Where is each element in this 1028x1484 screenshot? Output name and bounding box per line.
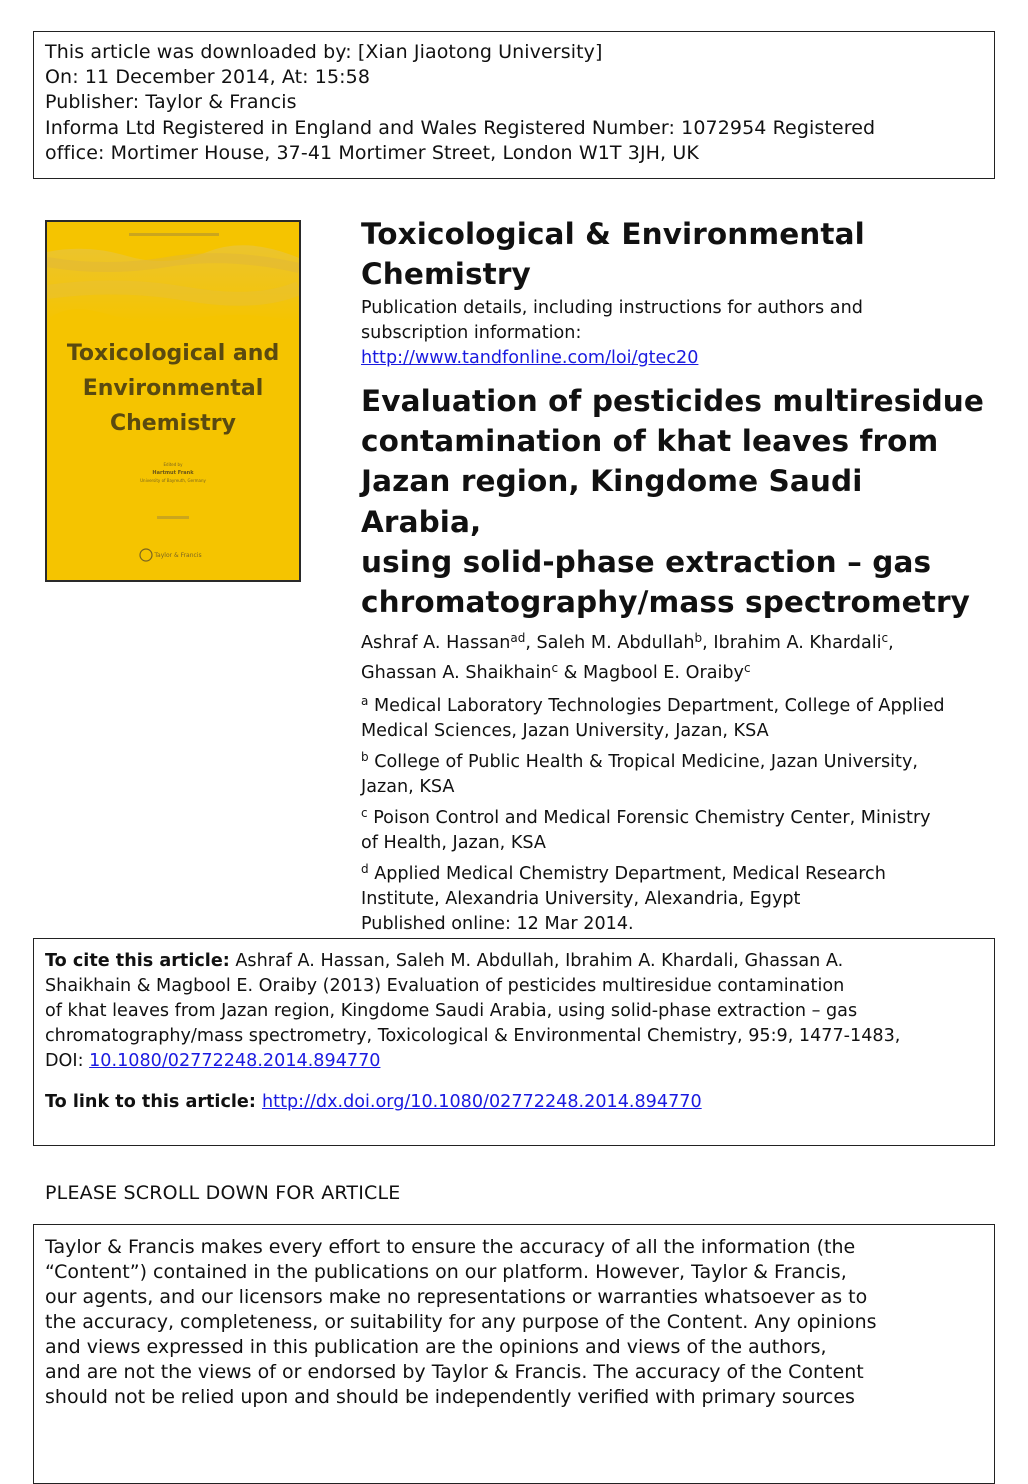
article-title-line: chromatography/mass spectrometry	[361, 585, 970, 620]
author-separator: ,	[525, 633, 537, 654]
author-separator: &	[558, 663, 583, 684]
download-notice-line: Publisher: Taylor & Francis	[45, 91, 297, 114]
disclaimer-line: Taylor & Francis makes every effort to ensure the accuracy of all the information (the	[45, 1236, 856, 1258]
affiliation-marker: d	[361, 862, 369, 877]
affiliation	[361, 862, 991, 912]
download-notice-line: Informa Ltd Registered in England and Wales Registered Number: 1072954 Registered	[45, 116, 876, 139]
disclaimer-line: the accuracy, completeness, or suitability for any purpose of the Content. Any opinions	[45, 1311, 877, 1333]
scroll-down-note: PLEASE SCROLL DOWN FOR ARTICLE	[45, 1182, 401, 1204]
affiliation	[361, 806, 991, 856]
citation-box	[33, 938, 995, 1146]
affiliation-marker: a	[361, 694, 369, 709]
journal-title-line: Chemistry	[361, 257, 531, 291]
download-notice-line: On: 11 December 2014, At: 15:58	[45, 66, 371, 89]
citation-text: of khat leaves from Jazan region, Kingdome Saudi Arabia, using solid-phase extraction – gas	[45, 1001, 858, 1021]
author-affiliation-marker: c	[743, 661, 751, 676]
disclaimer-line: our agents, and our licensors make no representations or warranties whatsoever as to	[45, 1286, 868, 1308]
article-header	[361, 214, 991, 937]
cover-editor-label: Edited by	[163, 462, 183, 467]
publication-details-line: subscription information:	[361, 323, 582, 343]
journal-title-line: Toxicological & Environmental	[361, 217, 865, 251]
cover-editor-affiliation: University of Bayreuth, Germany	[140, 478, 206, 483]
doi-label: DOI:	[45, 1051, 90, 1071]
link-label: To link to this article:	[45, 1092, 263, 1112]
journal-cover-image	[45, 220, 301, 582]
affiliation	[361, 750, 991, 800]
affiliation-text: Poison Control and Medical Forensic Chemistry Center, Ministry	[367, 808, 931, 829]
doi-link[interactable]: 10.1080/02772248.2014.894770	[89, 1051, 381, 1071]
disclaimer-line: should not be relied upon and should be independently verified with primary sources	[45, 1386, 855, 1408]
author-affiliation-marker: c	[551, 661, 559, 676]
cite-label: To cite this article:	[45, 951, 230, 971]
affiliation-marker: b	[361, 750, 369, 765]
publication-details	[361, 296, 991, 371]
cover-publisher: Taylor & Francis	[154, 552, 202, 559]
article-title	[361, 381, 991, 622]
disclaimer-box	[33, 1224, 995, 1484]
author-affiliation-marker: b	[694, 631, 703, 646]
author-affiliation-marker: c	[881, 631, 889, 646]
disclaimer-line: and views expressed in this publication are the opinions and views of the authors,	[45, 1336, 827, 1358]
download-notice-line: This article was downloaded by: [Xian Jiaotong University]	[45, 41, 603, 63]
download-notice-line: office: Mortimer House, 37-41 Mortimer Street, London W1T 3JH, UK	[45, 141, 699, 164]
affiliation-text: Jazan, KSA	[361, 777, 455, 798]
article-title-line: Jazan region, Kingdome Saudi Arabia,	[361, 464, 863, 539]
author-affiliation-marker: ad	[510, 631, 526, 646]
author-separator: ,	[702, 633, 714, 654]
affiliation-text: Applied Medical Chemistry Department, Medical Research	[368, 864, 886, 885]
publication-details-line: Publication details, including instructions for authors and	[361, 298, 863, 318]
article-title-line: using solid-phase extraction – gas	[361, 544, 932, 579]
author-name: Ashraf A. Hassan	[361, 633, 511, 654]
affiliation-text: Institute, Alexandria University, Alexandria, Egypt	[361, 889, 801, 910]
author-list	[361, 628, 991, 688]
author-name: Ibrahim A. Khardali	[713, 633, 882, 654]
article-title-line: Evaluation of pesticides multiresidue	[361, 384, 984, 418]
article-title-line: contamination of khat leaves from	[361, 424, 939, 459]
citation-text: chromatography/mass spectrometry, Toxicological & Environmental Chemistry, 95:9, 1477-1483,	[45, 1026, 901, 1046]
author-name: Saleh M. Abdullah	[536, 633, 695, 654]
cover-editor-name: Hartmut Frank	[152, 470, 194, 476]
affiliation-text: Medical Sciences, Jazan University, Jazan, KSA	[361, 721, 769, 742]
citation-text: Ashraf A. Hassan, Saleh M. Abdullah, Ibrahim A. Khardali, Ghassan A.	[229, 951, 844, 971]
journal-cover-graphic	[47, 222, 299, 580]
author-name: Ghassan A. Shaikhain	[361, 663, 552, 684]
affiliation	[361, 694, 991, 744]
affiliation-text: Medical Laboratory Technologies Department, College of Applied	[368, 696, 945, 717]
affiliation-text: College of Public Health & Tropical Medicine, Jazan University,	[368, 752, 918, 773]
cover-title-line: Environmental	[82, 376, 264, 401]
citation-text: Shaikhain & Magbool E. Oraiby (2013) Evaluation of pesticides multiresidue contamination	[45, 976, 845, 996]
cover-title-line: Toxicological and	[66, 341, 280, 366]
journal-title	[361, 214, 991, 294]
download-notice-box	[33, 31, 995, 179]
cover-title-line: Chemistry	[110, 411, 236, 436]
author-name: Magbool E. Oraiby	[583, 663, 744, 684]
affiliation-marker: c	[361, 806, 368, 821]
published-date: Published online: 12 Mar 2014.	[361, 914, 634, 935]
journal-url-link[interactable]: http://www.tandfonline.com/loi/gtec20	[361, 348, 699, 368]
disclaimer-line: and are not the views of or endorsed by Taylor & Francis. The accuracy of the Content	[45, 1361, 864, 1383]
disclaimer-line: “Content”) contained in the publications on our platform. However, Taylor & Francis,	[45, 1261, 847, 1283]
affiliation-text: of Health, Jazan, KSA	[361, 833, 546, 854]
author-separator: ,	[888, 633, 894, 654]
article-doi-url-link[interactable]: http://dx.doi.org/10.1080/02772248.2014.894770	[262, 1092, 702, 1112]
